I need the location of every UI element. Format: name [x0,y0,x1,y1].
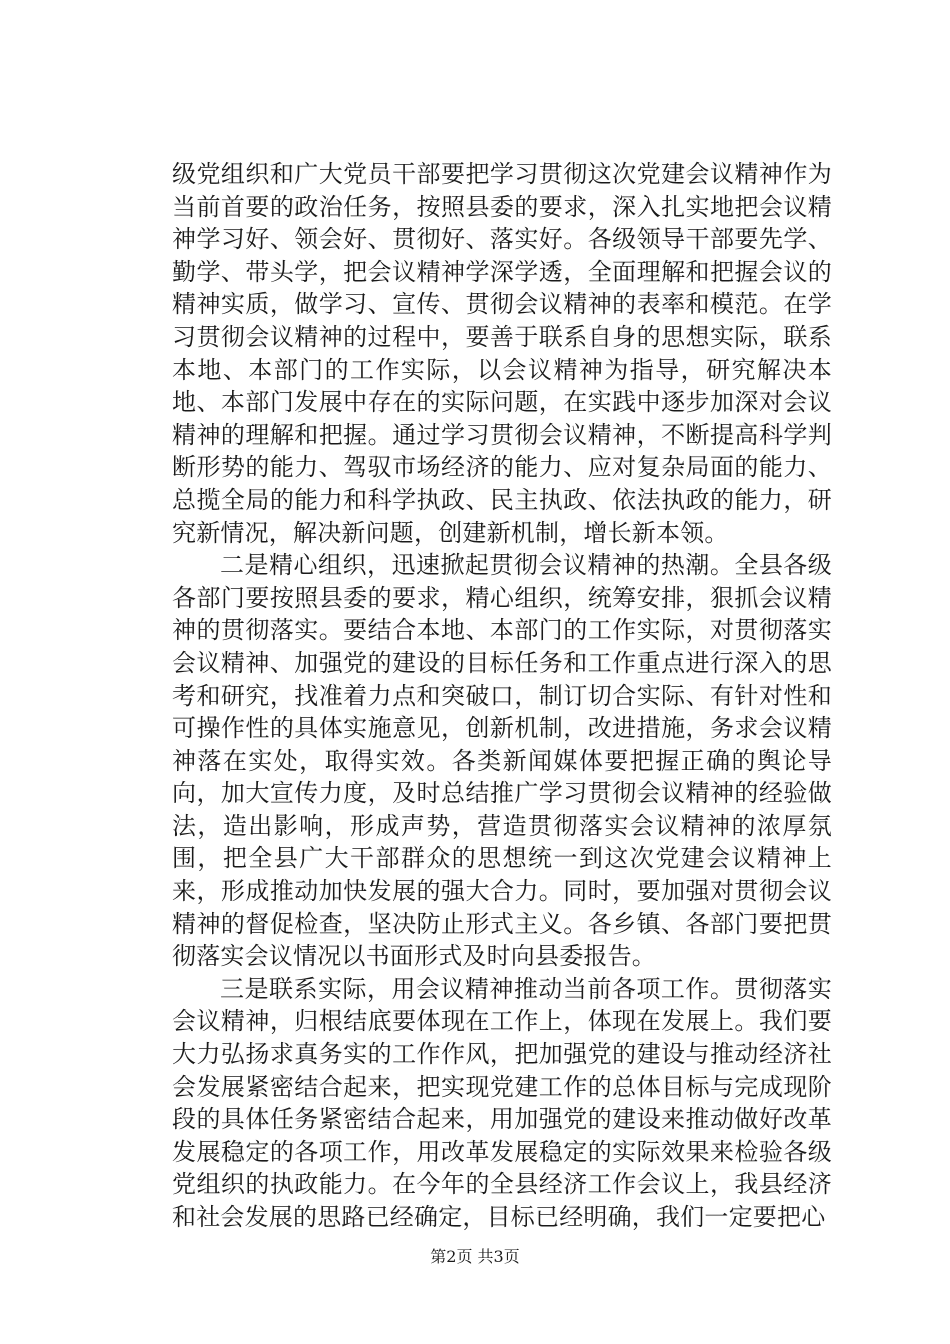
document-body [172,158,832,1234]
page-number-text: 第2页 共3页 [430,1247,520,1266]
paragraph-point-three: 三是联系实际，用会议精神推动当前各项工作。贯彻落实会议精神，归根结底要体现在工作上，体现在发展上。我们要大力弘扬求真务实的工作作风，把加强党的建设与推动经济社会发展紧密结合起来，把实现党建工作的总体目标与完成现阶段的具体任务紧密结合起来，用加强党的建设来推动做好改革发展稳定的各项工作，用改革发展稳定的实际效果来检验各级党组织的执政能力。在今年的全县经济工作会议上，我县经济和社会发展的思路已经确定，目标已经明确，我们一定要把心 [172,974,832,1231]
paragraph-continuation: 级党组织和广大党员干部要把学习贯彻这次党建会议精神作为当前首要的政治任务，按照县委的要求，深入扎实地把会议精神学习好、领会好、贯彻好、落实好。各级领导干部要先学、勤学、带头学，把会议精神学深学透，全面理解和把握会议的精神实质，做学习、宣传、贯彻会议精神的表率和模范。在学习贯彻会议精神的过程中，要善于联系自身的思想实际，联系本地、本部门的工作实际，以会议精神为指导，研究解决本地、本部门发展中存在的实际问题，在实践中逐步加深对会议精神的理解和把握。通过学习贯彻会议精神，不断提高科学判断形势的能力、驾驭市场经济的能力、应对复杂局面的能力、总揽全局的能力和科学执政、民主执政、依法执政的能力，研究新情况，解决新问题，创建新机制，增长新本领。 [172,160,832,547]
page-footer [0,1244,950,1267]
paragraph-point-two: 二是精心组织，迅速掀起贯彻会议精神的热潮。全县各级各部门要按照县委的要求，精心组织，统筹安排，狠抓会议精神的贯彻落实。要结合本地、本部门的工作实际，对贯彻落实会议精神、加强党的建设的目标任务和工作重点进行深入的思考和研究，找准着力点和突破口，制订切合实际、有针对性和可操作性的具体实施意见，创新机制，改进措施，务求会议精神落在实处，取得实效。各类新闻媒体要把握正确的舆论导向，加大宣传力度，及时总结推广学习贯彻会议精神的经验做法，造出影响，形成声势，营造贯彻落实会议精神的浓厚氛围，把全县广大干部群众的思想统一到这次党建会议精神上来，形成推动加快发展的强大合力。同时，要加强对贯彻会议精神的督促检查，坚决防止形式主义。各乡镇、各部门要把贯彻落实会议情况以书面形式及时向县委报告。 [172,551,832,971]
